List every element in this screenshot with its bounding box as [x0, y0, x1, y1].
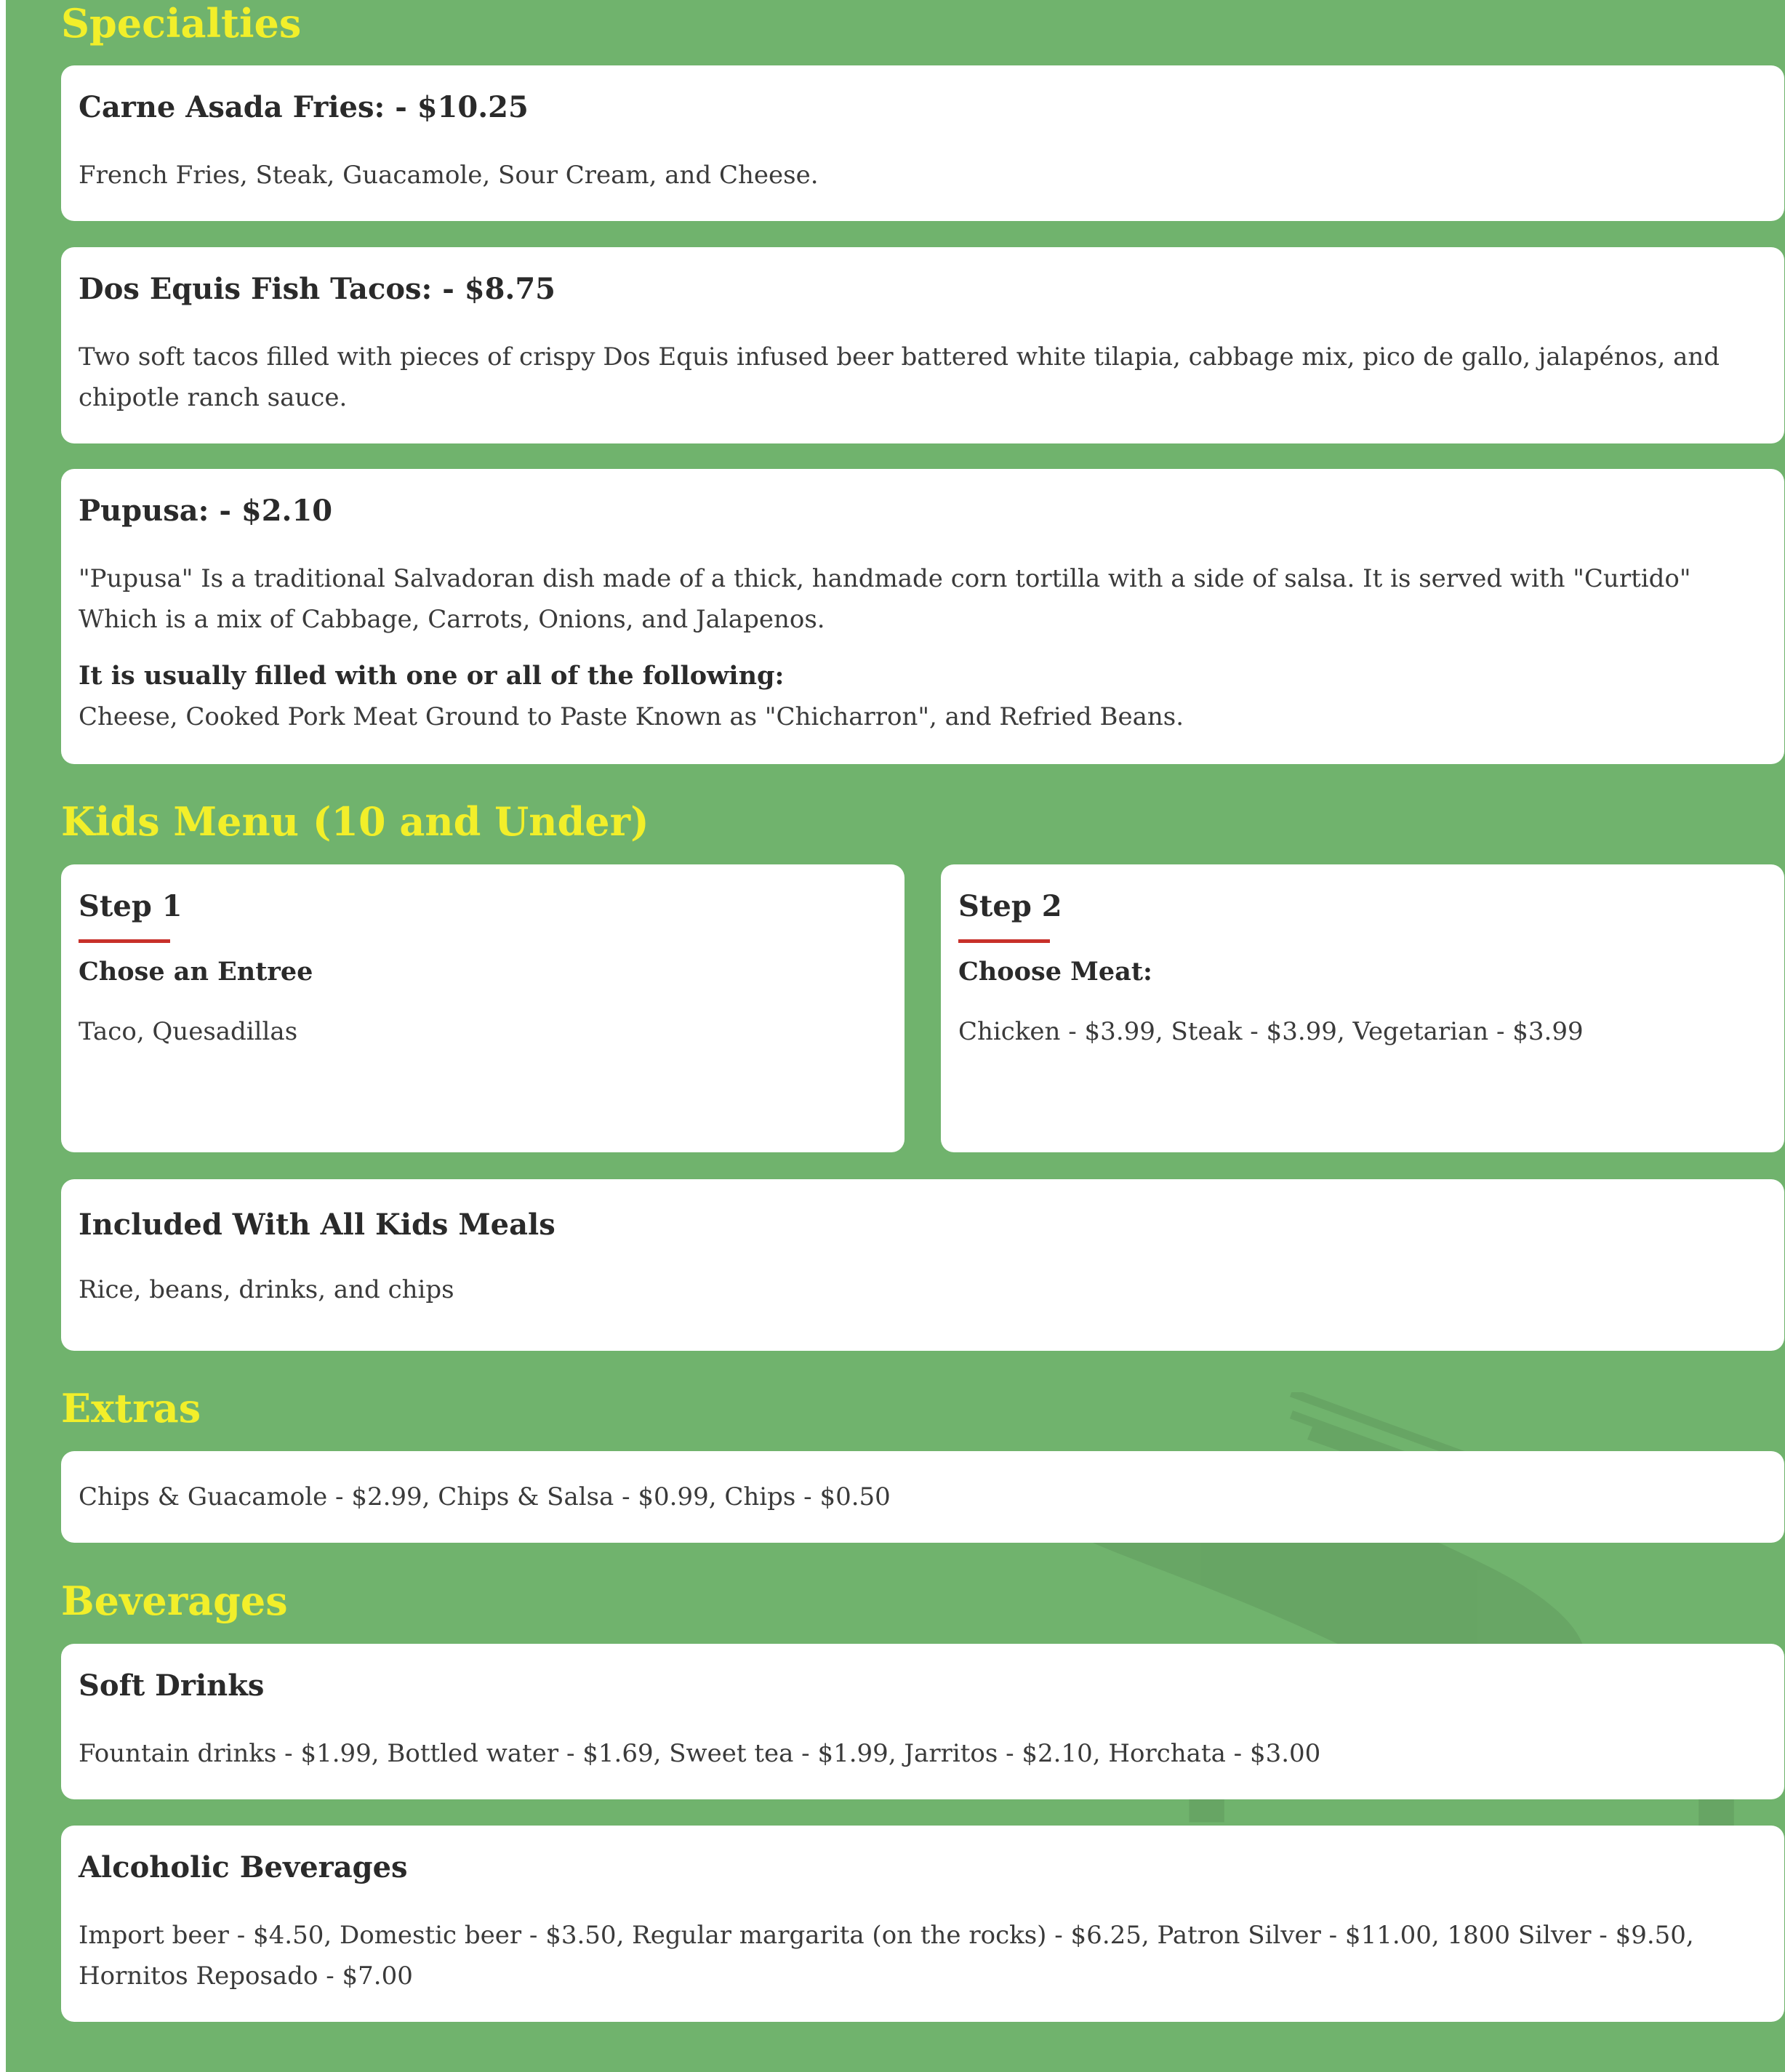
- extras-desc: Chips & Guacamole - $2.99, Chips & Salsa - $0.99, Chips - $0.50: [79, 1482, 891, 1511]
- beverage-desc: Fountain drinks - $1.99, Bottled water - $1.69, Sweet tea - $1.99, Jarritos - $2.10, Horchata - $3.00: [79, 1739, 1321, 1768]
- step-title: Step 2: [958, 889, 1062, 923]
- menu-item-subdesc: Cheese, Cooked Pork Meat Ground to Paste Known as "Chicharron", and Refried Beans.: [79, 702, 1184, 731]
- beverages-heading: Beverages: [61, 1578, 288, 1624]
- menu-item-title: Carne Asada Fries: - $10.25: [79, 90, 529, 124]
- step-desc: Taco, Quesadillas: [79, 1017, 298, 1046]
- menu-item-desc: French Fries, Steak, Guacamole, Sour Cream, and Cheese.: [79, 161, 819, 190]
- menu-item-subheading: It is usually filled with one or all of the following:: [79, 661, 785, 691]
- specialties-heading: Specialties: [61, 0, 302, 47]
- beverage-title: Alcoholic Beverages: [79, 1850, 408, 1884]
- extras-card: [61, 1451, 1784, 1543]
- menu-item-desc: Two soft tacos filled with pieces of crispy Dos Equis infused beer battered white tilapia, cabbage mix, pico de gallo, jalapénos, and chipotle ranch sauce.: [79, 342, 1720, 412]
- menu-item-title: Pupusa: - $2.10: [79, 494, 333, 528]
- step-subtitle: Choose Meat:: [958, 957, 1152, 987]
- kids-step-1-card: [61, 864, 904, 1152]
- included-title: Included With All Kids Meals: [79, 1208, 555, 1242]
- step-underline: [958, 939, 1050, 943]
- step-subtitle: Chose an Entree: [79, 957, 313, 987]
- menu-page: [6, 0, 1785, 2072]
- kids-included-card: [61, 1179, 1784, 1351]
- step-underline: [79, 939, 170, 943]
- beverage-alcoholic: [61, 1826, 1784, 2022]
- kids-menu-heading: Kids Menu (10 and Under): [61, 798, 649, 845]
- extras-heading: Extras: [61, 1385, 201, 1431]
- beverage-title: Soft Drinks: [79, 1669, 265, 1703]
- included-desc: Rice, beans, drinks, and chips: [79, 1275, 454, 1304]
- beverage-soft-drinks: [61, 1644, 1784, 1799]
- menu-item-pupusa: [61, 469, 1784, 764]
- kids-step-2-card: [941, 864, 1784, 1152]
- menu-item-dos-equis-fish-tacos: [61, 247, 1784, 443]
- menu-item-carne-asada-fries: [61, 65, 1784, 221]
- beverage-desc: Import beer - $4.50, Domestic beer - $3.50, Regular margarita (on the rocks) - $6.25, Patron Silver - $11.00, 1800 Silver - $9.50, Hornitos Reposado - $7.00: [79, 1921, 1694, 1991]
- menu-item-desc: "Pupusa" Is a traditional Salvadoran dish made of a thick, handmade corn tortilla with a side of salsa. It is served with "Curtido" Which is a mix of Cabbage, Carrots, Onions, and Jalapenos.: [79, 564, 1691, 634]
- step-title: Step 1: [79, 889, 182, 923]
- menu-item-title: Dos Equis Fish Tacos: - $8.75: [79, 272, 555, 306]
- step-desc: Chicken - $3.99, Steak - $3.99, Vegetarian - $3.99: [958, 1017, 1584, 1046]
